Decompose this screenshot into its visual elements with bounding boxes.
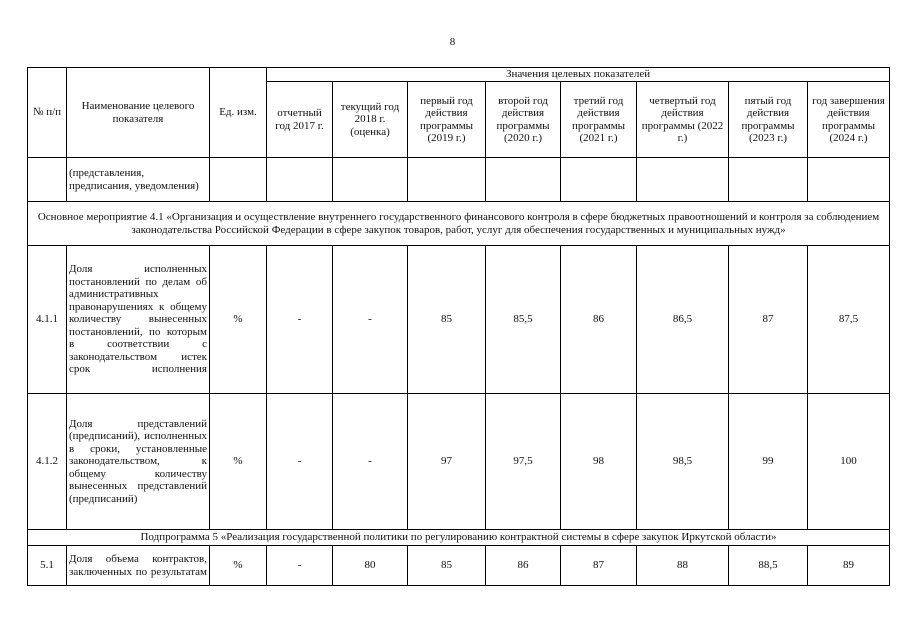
value-cell: 85 <box>408 546 486 586</box>
value-cell: 97 <box>408 394 486 530</box>
value-cell: 87,5 <box>808 246 890 394</box>
header-col-no: № п/п <box>28 68 67 158</box>
value-cell: - <box>333 246 408 394</box>
indicator-name: Доля исполненных постановлений по делам об административных правонарушениях к общему количеству вынесенных постановлений, по которым в соответствии с законодательством истек срок исполнения <box>67 246 210 394</box>
row-unit: % <box>210 394 267 530</box>
row-unit: % <box>210 246 267 394</box>
section-row <box>28 530 890 546</box>
value-cell: 88 <box>637 546 729 586</box>
header-year: четвертый год действия программы (2022 г.) <box>637 82 729 158</box>
value-cell: 98 <box>561 394 637 530</box>
section-row <box>28 202 890 246</box>
header-year: текущий год 2018 г. (оценка) <box>333 82 408 158</box>
header-group-title: Значения целевых показателей <box>267 68 890 82</box>
table-row <box>28 546 890 586</box>
indicator-name: Доля объема контрактов, заключенных по результатам <box>67 546 210 586</box>
value-cell: 85 <box>408 246 486 394</box>
continuation-row <box>28 158 890 202</box>
value-cell: 87 <box>561 546 637 586</box>
value-cell: - <box>333 394 408 530</box>
value-cell: - <box>267 394 333 530</box>
header-col-name: Наименование целевого показателя <box>67 68 210 158</box>
header-year: отчетный год 2017 г. <box>267 82 333 158</box>
row-unit: % <box>210 546 267 586</box>
indicator-name: Доля представлений (предписаний), исполненных в сроки, установленные законодательством, к общему количеству вынесенных представлений (предписаний) <box>67 394 210 530</box>
value-cell: - <box>267 246 333 394</box>
page-number: 8 <box>449 36 456 48</box>
value-cell: 88,5 <box>729 546 808 586</box>
row-number: 4.1.2 <box>28 394 67 530</box>
value-cell: 100 <box>808 394 890 530</box>
header-year: третий год действия программы (2021 г.) <box>561 82 637 158</box>
indicators-table <box>27 67 890 586</box>
value-cell: 89 <box>808 546 890 586</box>
header-year: первый год действия программы (2019 г.) <box>408 82 486 158</box>
header-year: пятый год действия программы (2023 г.) <box>729 82 808 158</box>
header-col-unit: Ед. изм. <box>210 68 267 158</box>
value-cell: 98,5 <box>637 394 729 530</box>
continuation-text: (представления, предписания, уведомления) <box>67 158 210 202</box>
value-cell: 97,5 <box>486 394 561 530</box>
table-row <box>28 246 890 394</box>
row-number: 4.1.1 <box>28 246 67 394</box>
table-row <box>28 394 890 530</box>
value-cell: 86 <box>486 546 561 586</box>
value-cell: 85,5 <box>486 246 561 394</box>
value-cell: 87 <box>729 246 808 394</box>
value-cell: 80 <box>333 546 408 586</box>
value-cell: 99 <box>729 394 808 530</box>
section-title: Основное мероприятие 4.1 «Организация и осуществление внутреннего государственного финансового контроля в сфере бюджетных правоотношений и контроля за соблюдением законодательства Российской Федерации в сфере закупок товаров, работ, услуг для обеспечения государственных и муниципальных нужд» <box>28 202 890 246</box>
row-number: 5.1 <box>28 546 67 586</box>
value-cell: 86 <box>561 246 637 394</box>
header-year: год завершения действия программы (2024 г.) <box>808 82 890 158</box>
header-year: второй год действия программы (2020 г.) <box>486 82 561 158</box>
header-row-1 <box>28 68 890 82</box>
section-title: Подпрограмма 5 «Реализация государственной политики по регулированию контрактной системы в сфере закупок Иркутской области» <box>28 530 890 546</box>
value-cell: - <box>267 546 333 586</box>
value-cell: 86,5 <box>637 246 729 394</box>
